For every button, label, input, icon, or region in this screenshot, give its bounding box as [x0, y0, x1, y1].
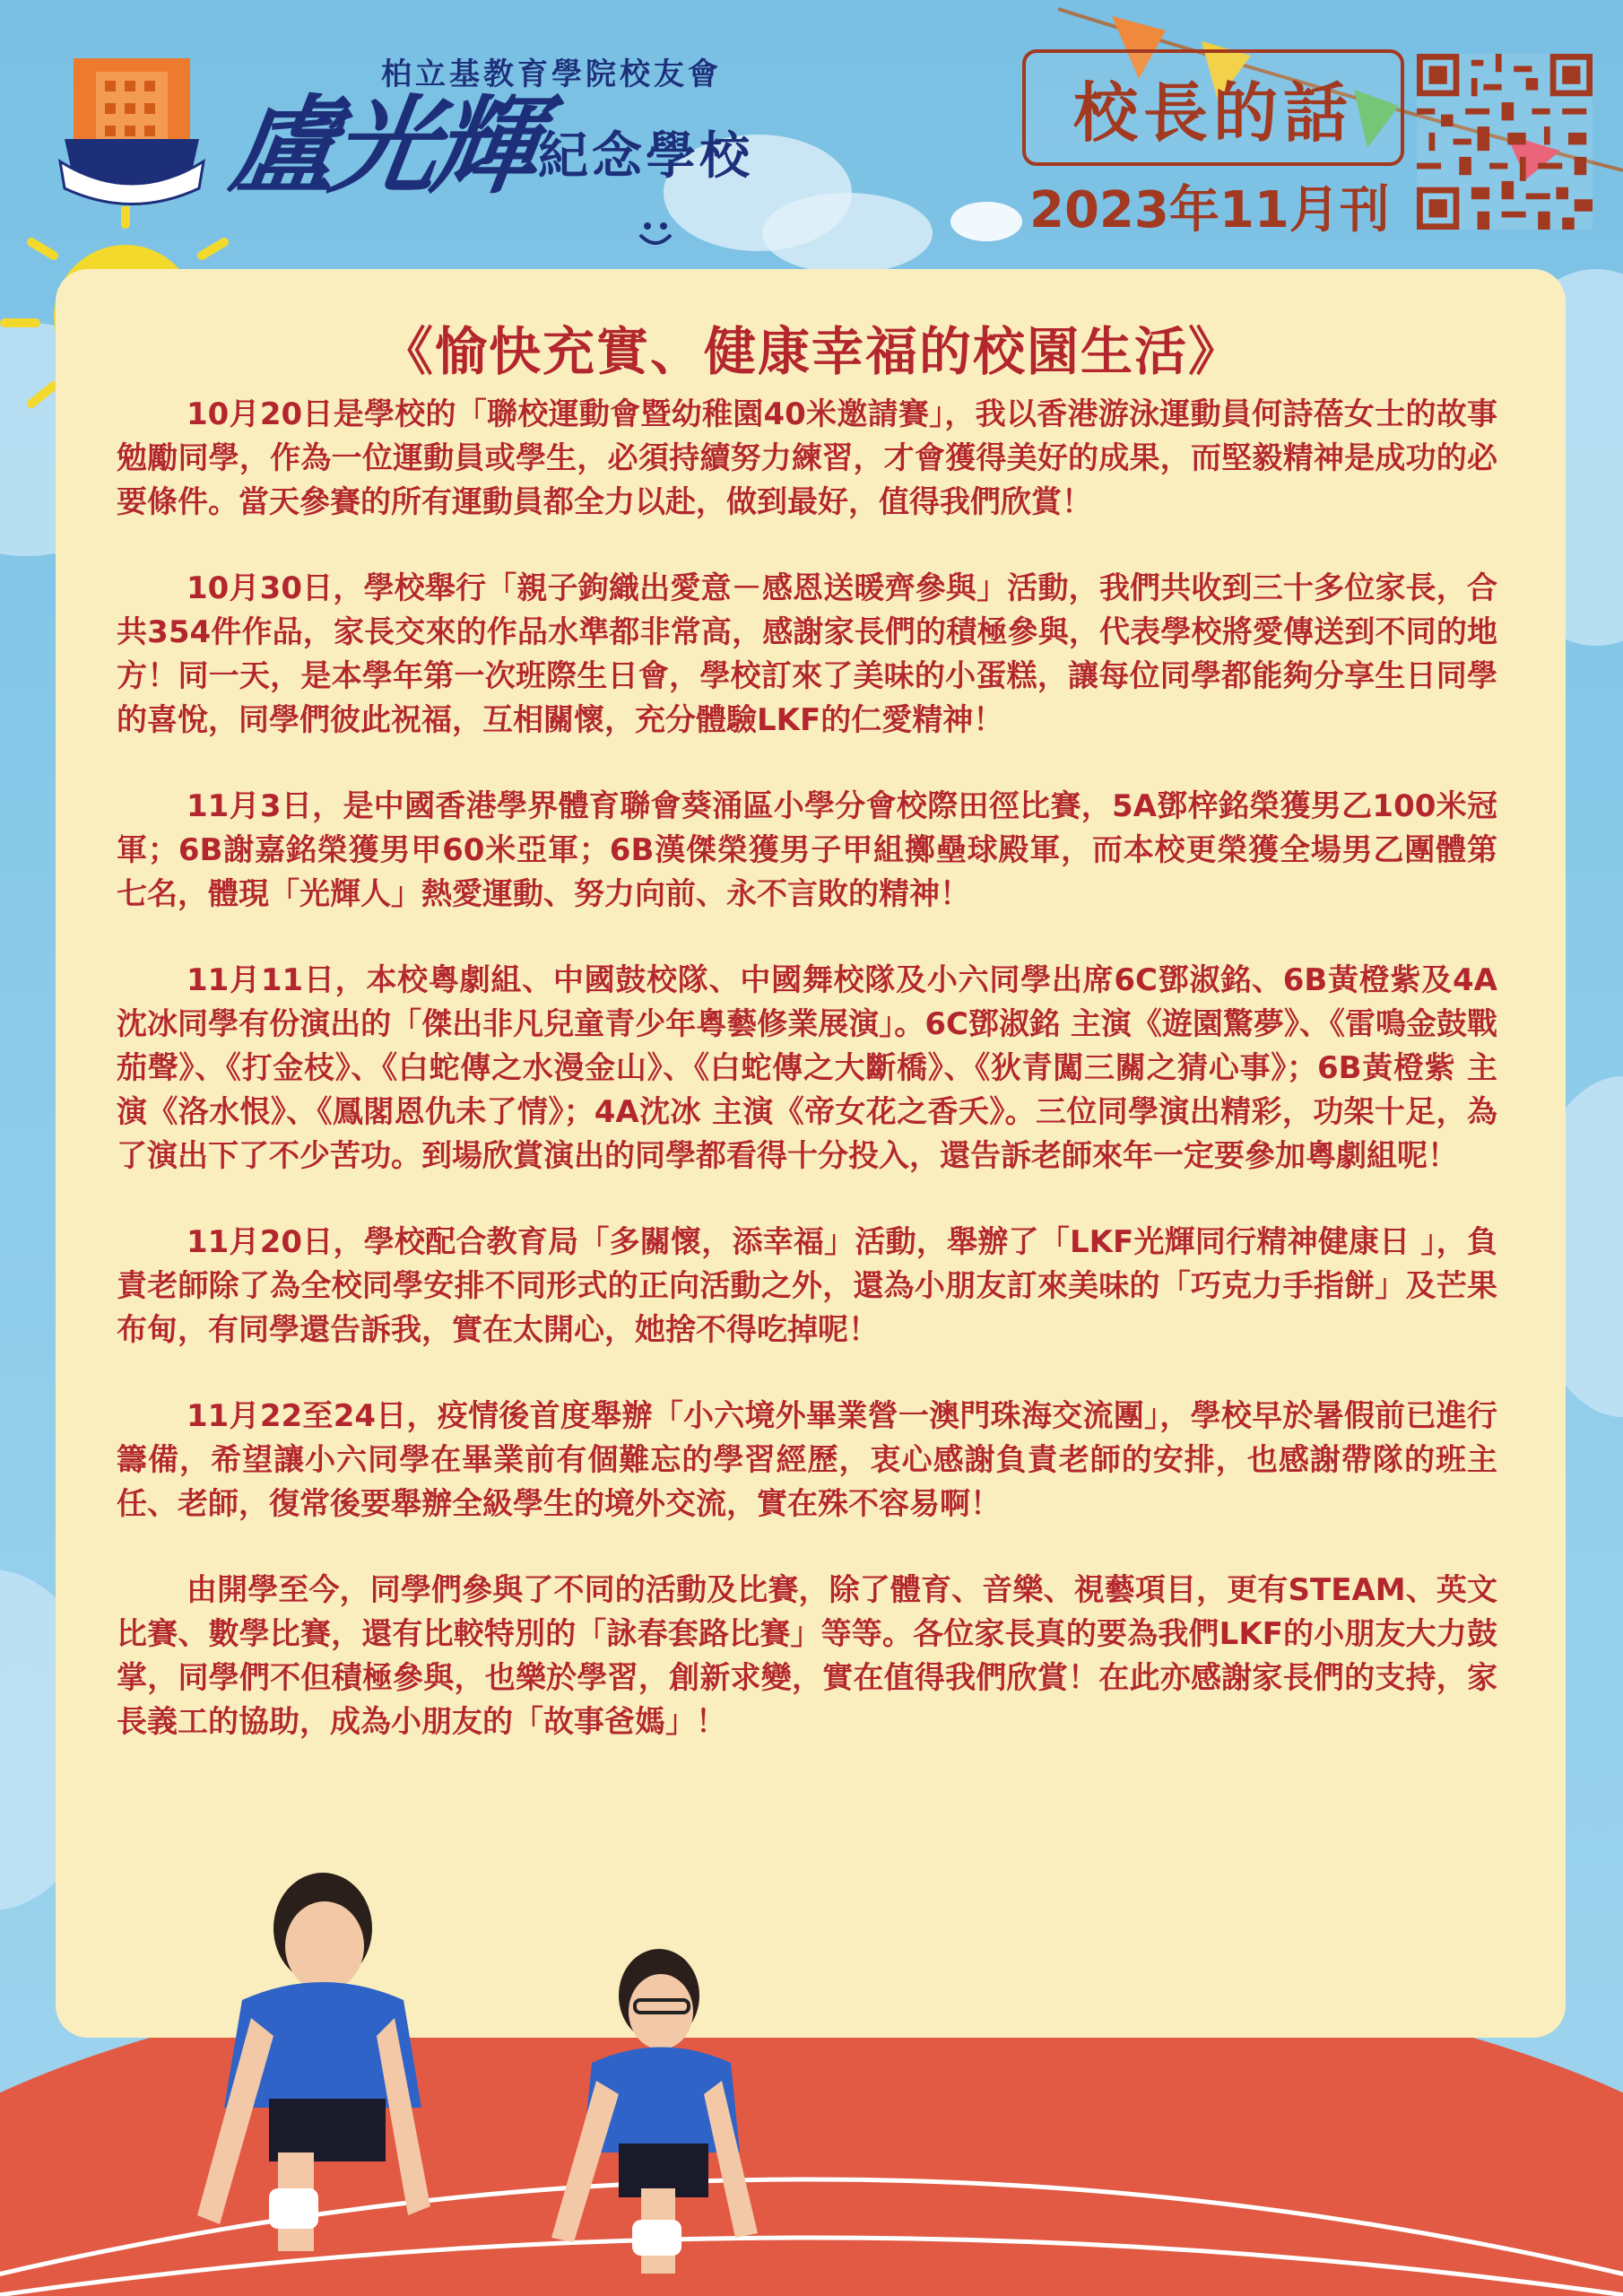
- background-cloud: [762, 193, 933, 274]
- paragraph: 11月3日，是中國香港學界體育聯會葵涌區小學分會校際田徑比賽，5A鄧梓銘榮獲男乙100米冠軍；6B謝嘉銘榮獲男甲60米亞軍；6B漢傑榮獲男子甲組擲壘球殿軍，而本校更榮獲全場男乙團體第七名，體現「光輝人」熱愛運動、努力向前、永不言敗的精神！: [117, 788, 1497, 912]
- school-name-main: 盧光輝: [222, 83, 542, 208]
- paragraph: 10月20日是學校的「聯校運動會暨幼稚園40米邀請賽」，我以香港游泳運動員何詩蓓女士的故事勉勵同學，作為一位運動員或學生，必須持續努力練習，才會獲得美好的成果，而堅毅精神是成功的必要條件。當天參賽的所有運動員都全力以赴，做到最好，值得我們欣賞！: [117, 396, 1497, 520]
- paragraph: 11月22至24日，疫情後首度舉辦「小六境外畢業營一澳門珠海交流團」，學校早於暑假前已進行籌備，希望讓小六同學在畢業前有個難忘的學習經歷，衷心感謝負責老師的安排，也感謝帶隊的班主任、老師，復常後要舉辦全級學生的境外交流，實在殊不容易啊！: [117, 1398, 1497, 1522]
- paragraph: 由開學至今，同學們參與了不同的活動及比賽，除了體育、音樂、視藝項目，更有STEAM、英文比賽、數學比賽，還有比較特別的「詠春套路比賽」等等。各位家長真的要為我們LKF的小朋友大力鼓掌，同學們不但積極參與，也樂於學習，創新求變，實在值得我們欣賞！在此亦感謝家長們的支持，家長義工的協助，成為小朋友的「故事爸媽」！: [117, 1572, 1497, 1740]
- column-title-box: [1022, 49, 1404, 166]
- track-lane-lines: [0, 2027, 1623, 2296]
- qr-code-icon[interactable]: [1417, 54, 1593, 230]
- article-title: 《愉快充實、健康幸福的校園生活》: [380, 321, 1242, 382]
- column-title: 校長的話: [1072, 75, 1353, 151]
- paragraph: 10月30日，學校舉行「親子鉤織出愛意－感恩送暖齊參與」活動，我們共收到三十多位家長，合共354件作品，家長交來的作品水準都非常高，感謝家長們的積極參與，代表學校將愛傳送到不同的地方！同一天，是本學年第一次班際生日會，學校訂來了美味的小蛋糕，讓每位同學都能夠分享生日同學的喜悅，同學們彼此祝福，互相關懷，充分體驗LKF的仁愛精神！: [117, 570, 1497, 738]
- paragraph: 11月11日，本校粵劇組、中國鼓校隊、中國舞校隊及小六同學出席6C鄧淑銘、6B黃橙紫及4A沈冰同學有份演出的「傑出非凡兒童青少年粵藝修業展演」。6C鄧淑銘 主演《遊園驚夢》、《雷鳴金鼓戰茄聲》、《打金枝》、《白蛇傳之水漫金山》、《白蛇傳之大斷橋》、《狄青闖三關之猜心事》；6B黃橙紫 主演《洛水恨》、《鳳閣恩仇未了情》；4A沈冰 主演《帝女花之香夭》。三位同學演出精彩，功架十足，為了演出下了不少苦功。到場欣賞演出的同學都看得十分投入，還告訴老師來年一定要參加粵劇組呢！: [117, 962, 1497, 1174]
- background-cloud: [950, 202, 1022, 241]
- paragraph: 11月20日，學校配合教育局「多關懷，添幸福」活動，舉辦了「LKF光輝同行精神健康日 」，負責老師除了為全校同學安排不同形式的正向活動之外，還為小朋友訂來美味的「巧克力手指餅」及芒果布甸，有同學還告訴我，實在太開心，她捨不得吃掉呢！: [117, 1224, 1497, 1348]
- school-crest-icon: [56, 54, 208, 206]
- smiley-icon: [633, 217, 678, 251]
- alumni-association-name: 柏立基教育學院校友會: [381, 57, 722, 92]
- article-body: [117, 393, 1497, 1787]
- school-name-suffix: 紀念學校: [538, 127, 753, 186]
- issue-date: 2023年11月刊: [1029, 181, 1390, 239]
